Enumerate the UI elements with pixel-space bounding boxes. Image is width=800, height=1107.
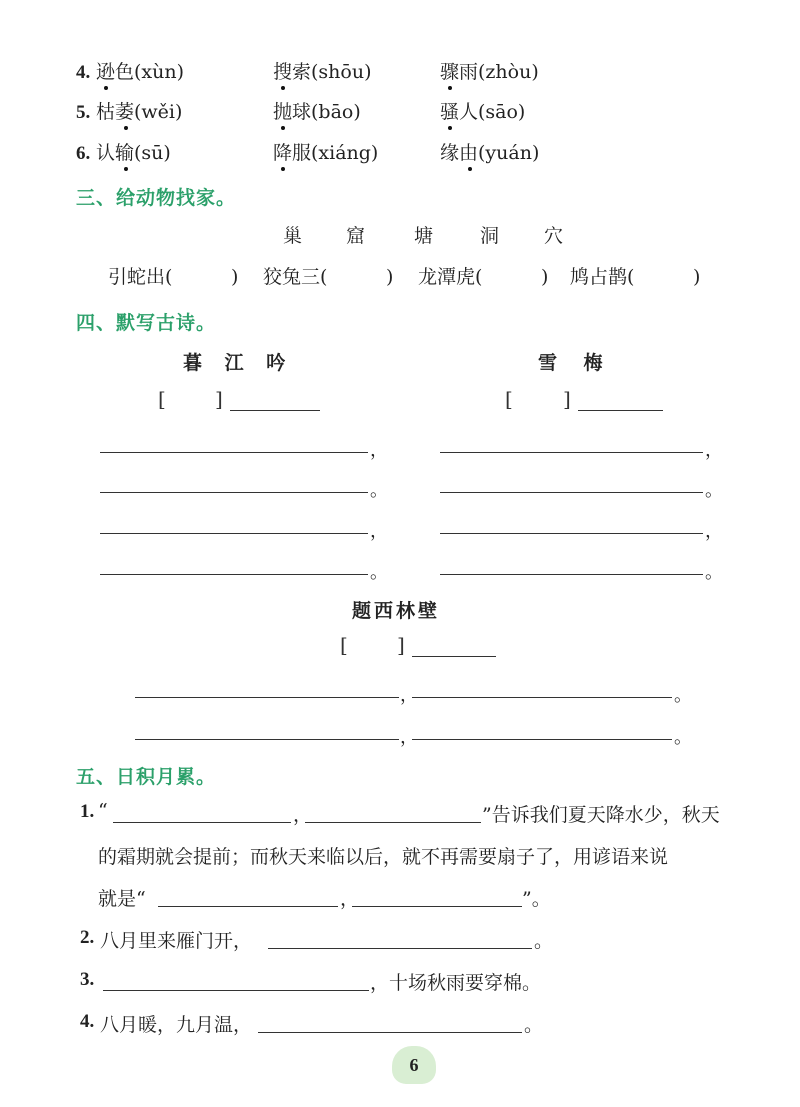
close-paren: )	[541, 266, 549, 288]
pinyin-row-5: 5.	[76, 102, 91, 123]
word-option: 穴	[544, 225, 564, 247]
idiom-blank[interactable]: 鸠占鹊(	[570, 266, 635, 288]
emphasis-dot	[124, 167, 128, 171]
close-paren: )	[386, 266, 394, 288]
word-option: 洞	[480, 225, 500, 247]
author-blank[interactable]	[578, 410, 663, 411]
pinyin-item: 缘由(yuán)	[440, 141, 539, 165]
question-text: ”告诉我们夏天降水少，秋天	[482, 804, 720, 826]
proverb-blank[interactable]	[158, 906, 338, 907]
period: 。	[674, 685, 692, 706]
question-text: 就是“	[98, 888, 146, 910]
poem-line-blank[interactable]	[440, 452, 703, 453]
comma: ，	[370, 521, 388, 542]
pinyin-item: 逊色(xùn)	[96, 60, 184, 84]
period: 。	[705, 480, 723, 501]
bracket-close: ]	[563, 387, 571, 411]
question-text: 的霜期就会提前；而秋天来临以后，就不再需要扇子了，用谚语来说	[98, 846, 669, 868]
poem-line-blank[interactable]	[440, 492, 703, 493]
pinyin-item: 搜索(shōu)	[273, 60, 372, 84]
poem-line-blank[interactable]	[100, 492, 368, 493]
proverb-blank[interactable]	[268, 948, 532, 949]
pinyin-item: 降服(xiáng)	[273, 141, 378, 165]
bracket-open: [	[340, 633, 348, 657]
word-option: 巢	[283, 225, 303, 247]
question-number: 2.	[80, 927, 95, 948]
poem-title: 暮 江 吟	[183, 352, 294, 374]
word-option: 窟	[346, 225, 366, 247]
pinyin-item: 认输(sū)	[96, 141, 171, 165]
poem-line-blank[interactable]	[100, 574, 368, 575]
period: 。	[674, 727, 692, 748]
poem-line-blank[interactable]	[135, 697, 399, 698]
poem-title: 题西林壁	[352, 600, 441, 622]
poem-line-blank[interactable]	[100, 452, 368, 453]
proverb-blank[interactable]	[305, 822, 481, 823]
section-heading-3: 三、给动物找家。	[76, 187, 237, 209]
open-quote: “	[98, 800, 108, 822]
poem-line-blank[interactable]	[412, 739, 672, 740]
comma: ，	[400, 727, 418, 748]
emphasis-dot	[448, 126, 452, 130]
emphasis-dot	[468, 167, 472, 171]
period: 。	[370, 480, 388, 501]
emphasis-dot	[281, 126, 285, 130]
poem-line-blank[interactable]	[440, 533, 703, 534]
emphasis-dot	[281, 86, 285, 90]
author-blank[interactable]	[230, 410, 320, 411]
close-paren: )	[693, 266, 701, 288]
comma: ，	[340, 888, 360, 910]
section-heading-5: 五、日积月累。	[76, 766, 217, 788]
idiom-blank[interactable]: 狡兔三(	[263, 266, 328, 288]
question-text: 八月暖，九月温，	[100, 1014, 253, 1036]
proverb-blank[interactable]	[103, 990, 369, 991]
question-number: 1.	[80, 801, 95, 822]
comma: ，	[293, 804, 313, 826]
bracket-close: ]	[215, 387, 223, 411]
bracket-open: [	[505, 387, 513, 411]
idiom-blank[interactable]: 引蛇出(	[108, 266, 173, 288]
pinyin-row-6: 6.	[76, 143, 91, 164]
word-option: 塘	[414, 225, 434, 247]
pinyin-item: 枯萎(wěi)	[96, 100, 182, 124]
question-text: ，十场秋雨要穿棉。	[370, 972, 542, 994]
pinyin-item: 骚人(sāo)	[440, 100, 525, 124]
bracket-open: [	[158, 387, 166, 411]
page-number-badge: 6	[392, 1046, 436, 1084]
author-blank[interactable]	[412, 656, 496, 657]
poem-line-blank[interactable]	[440, 574, 703, 575]
poem-line-blank[interactable]	[135, 739, 399, 740]
poem-title: 雪 梅	[538, 352, 603, 374]
question-number: 4.	[80, 1011, 95, 1032]
proverb-blank[interactable]	[113, 822, 291, 823]
comma: ，	[370, 440, 388, 461]
proverb-blank[interactable]	[258, 1032, 522, 1033]
comma: ，	[705, 521, 723, 542]
emphasis-dot	[281, 167, 285, 171]
period: 。	[524, 1014, 544, 1036]
comma: ，	[400, 685, 418, 706]
pinyin-item: 抛球(bāo)	[273, 100, 361, 124]
pinyin-row-4: 4.	[76, 62, 91, 83]
idiom-blank[interactable]: 龙潭虎(	[418, 266, 483, 288]
period: 。	[705, 562, 723, 583]
period: 。	[370, 562, 388, 583]
question-text: ”。	[522, 888, 551, 910]
period: 。	[534, 930, 554, 952]
question-text: 八月里来雁门开，	[100, 930, 253, 952]
poem-line-blank[interactable]	[100, 533, 368, 534]
proverb-blank[interactable]	[352, 906, 522, 907]
close-paren: )	[231, 266, 239, 288]
emphasis-dot	[124, 126, 128, 130]
question-number: 3.	[80, 969, 95, 990]
emphasis-dot	[448, 86, 452, 90]
section-heading-4: 四、默写古诗。	[76, 312, 217, 334]
emphasis-dot	[104, 86, 108, 90]
comma: ，	[705, 440, 723, 461]
pinyin-item: 骤雨(zhòu)	[440, 60, 539, 84]
bracket-close: ]	[397, 633, 405, 657]
poem-line-blank[interactable]	[412, 697, 672, 698]
